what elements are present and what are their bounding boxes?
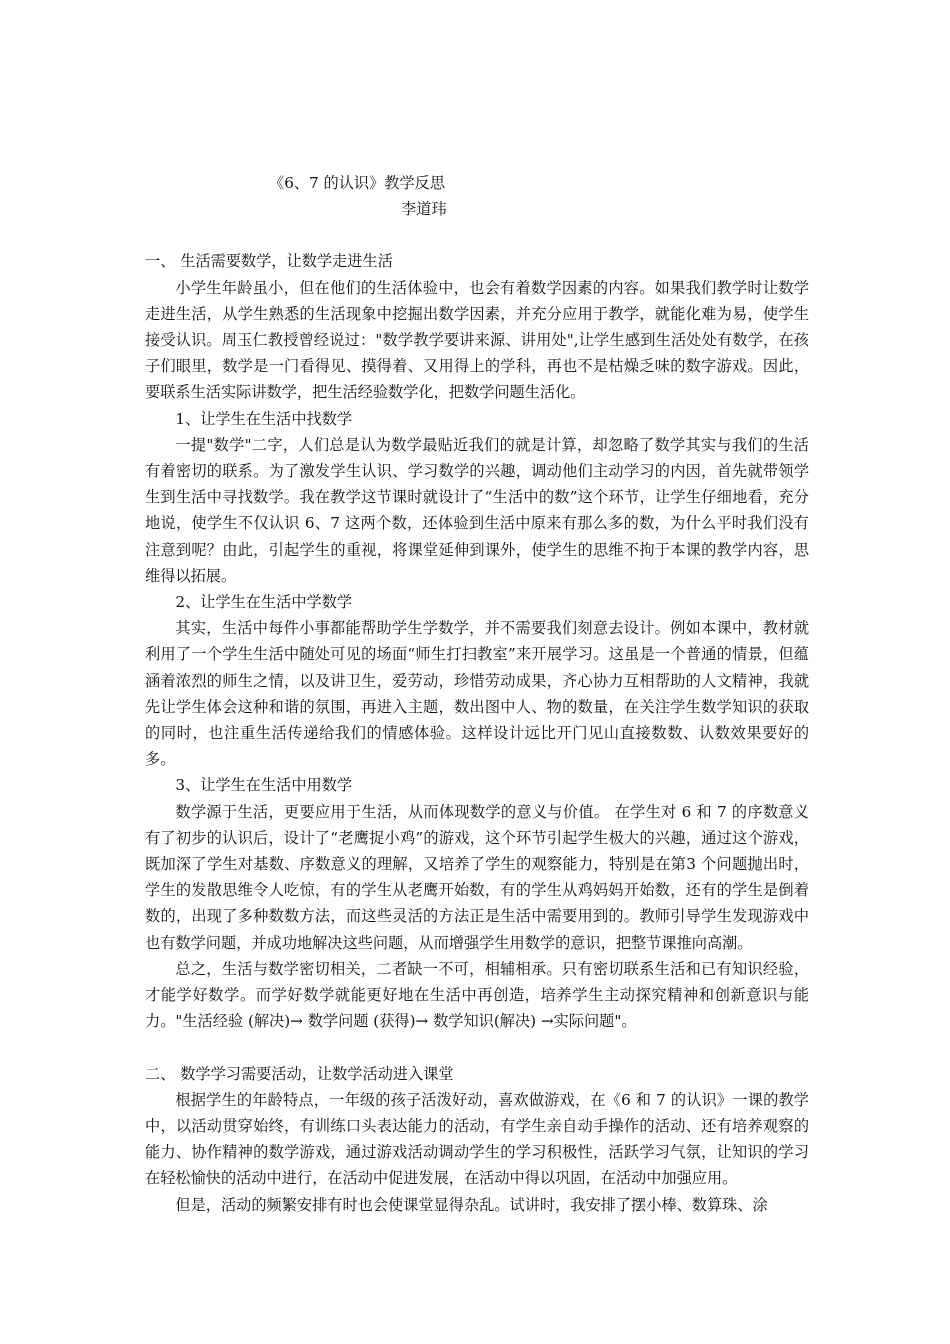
subsection-3-text: 数学源于生活，更要应用于生活，从而体现数学的意义与价值。 在学生对 6 和 7 的序数意义有了初步的认识后，设计了“老鹰捉小鸡”的游戏，这个环节引起学生极大的兴趣，通过这个游戏，既加深了学生对基数、序数意义的理解，又培养了学生的观察能力，特别是在第3 个问题抛出时，学生的发散思维令人吃惊，有的学生从老鹰开始数，有的学生从鸡妈妈开始数，还有的学生是倒着数的，出现了多种数数方法，而这些灵活的方法正是生活中需要用到的。教师引导学生发现游戏中也有数学问题，并成功地解决这些问题，从而增强学生用数学的意识，把整节课推向高潮。 <box>145 802 809 952</box>
section-1-intro: 小学生年龄虽小，但在他们的生活体验中，也会有着数学因素的内容。如果我们教学时让数学走进生活，从学生熟悉的生活现象中挖掘出数学因素，并充分应用于教学，就能化难为易，使学生接受认识。周玉仁教授曾经说过："数学教学要讲来源、讲用处",让学生感到生活处处有数学，在孩子们眼里，数学是一门看得见、摸得着、又用得上的学科，再也不是枯燥乏味的数字游戏。因此， 要联系生活实际讲数学，把生活经验数学化，把数学问题生活化。 <box>145 278 809 402</box>
document-title: 《6、7 的认识》教学反思 <box>269 174 446 192</box>
subsection-1-heading: 1、让学生在生活中找数学 <box>175 409 353 428</box>
section-2-paragraph-1: 根据学生的年龄特点，一年级的孩子活泼好动，喜欢做游戏，在《6 和 7 的认识》一课的教学中，以活动贯穿始终，有训练口头表达能力的活动，有学生亲自动手操作的活动、还有培养观察的能力、协作精神的数学游戏，通过游戏活动调动学生的学习积极性，活跃学习气氛，让知识的学习在轻松愉快的活动中进行，在活动中促进发展，在活动中得以巩固，在活动中加强应用。 <box>145 1090 809 1188</box>
subsection-2-heading: 2、让学生在生活中学数学 <box>175 593 353 612</box>
subsection-1-text: 一提"数学"二字，人们总是认为数学最贴近我们的就是计算，却忽略了数学其实与我们的生活有着密切的联系。为了激发学生认识、学习数学的兴趣，调动他们主动学习的内因，首先就带领学生到生活中寻找数学。我在教学这节课时就设计了“生活中的数”这个环节，让学生仔细地看，充分地说，使学生不仅认识 6、7 这两个数，还体验到生活中原来有那么多的数，为什么平时我们没有注意到呢？由此，引起学生的重视，将课堂延伸到课外，使学生的思维不拘于本课的教学内容，思维得以拓展。 <box>145 435 809 585</box>
section-2-heading: 二、 数学学习需要活动，让数学活动进入课堂 <box>145 1064 454 1083</box>
section-1-summary: 总之，生活与数学密切相关，二者缺一不可，相辅相承。只有密切联系生活和已有知识经验，才能学好数学。而学好数学就能更好地在生活中再创造，培养学生主动探究精神和创新意识与能力。"生活经验 (解决)→ 数学问题 (获得)→ 数学知识(解决) →实际问题"。 <box>145 959 809 1031</box>
subsection-2-text: 其实，生活中每件小事都能帮助学生学数学，并不需要我们刻意去设计。例如本课中，教材就利用了一个学生生活中随处可见的场面“师生打扫教室”来开展学习。这虽是一个普通的情景，但蕴涵着浓烈的师生之情，以及讲卫生，爱劳动，珍惜劳动成果，齐心协力互相帮助的人文精神，我就先让学生体会这种和谐的氛围，再进入主题，数出图中人、物的数量，在关注学生数学知识的获取的同时，也注重生活传递给我们的情感体验。这样设计远比开门见山直接数数、认数效果要好的多。 <box>145 619 809 769</box>
document-author: 李道玮 <box>401 200 447 219</box>
document-body <box>145 170 809 1218</box>
section-1-heading: 一、 生活需要数学，让数学走进生活 <box>145 252 393 271</box>
section-2-paragraph-2: 但是，活动的频繁安排有时也会使课堂显得杂乱。试讲时，我安排了摆小棒、数算珠、涂 <box>175 1195 768 1214</box>
subsection-3-heading: 3、让学生在生活中用数学 <box>175 776 353 795</box>
